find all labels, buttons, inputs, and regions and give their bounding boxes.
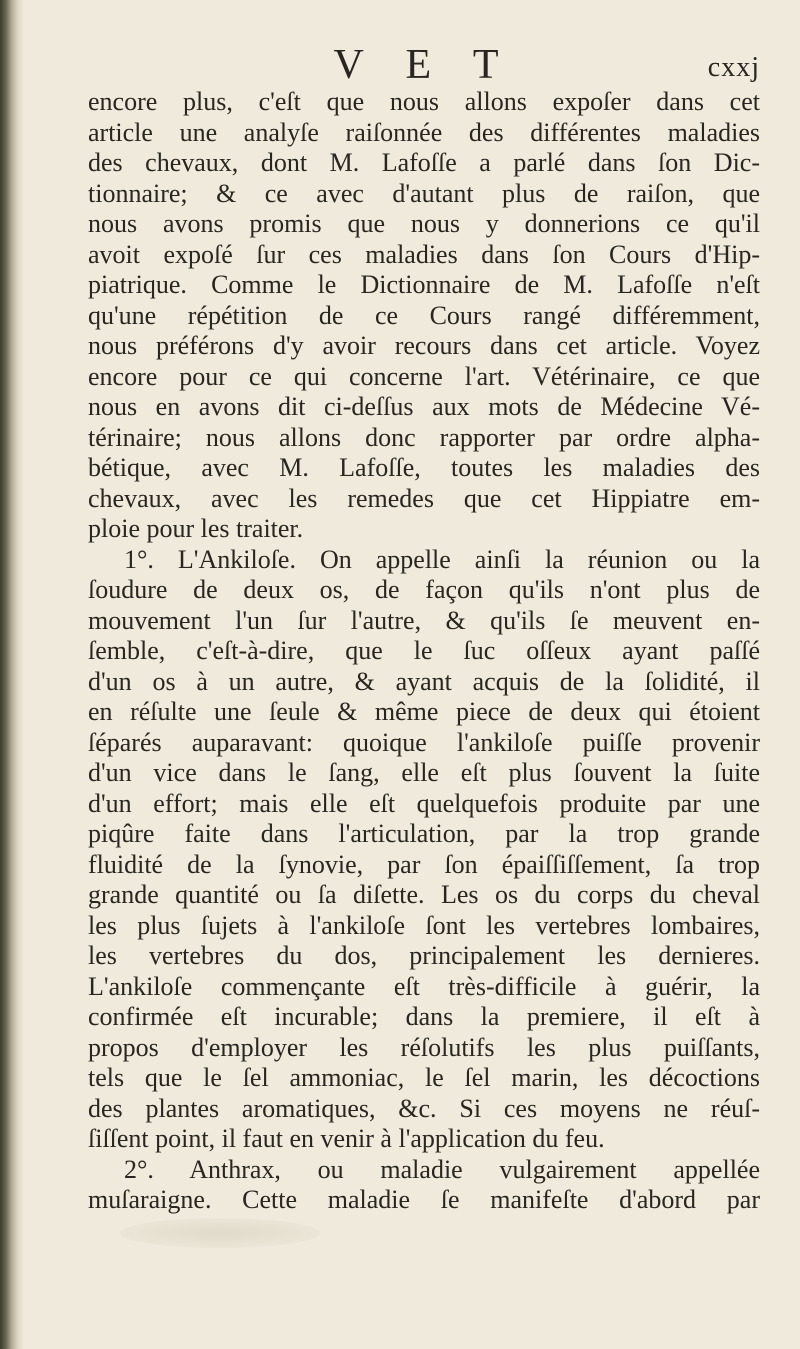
- running-head: V E T: [333, 42, 515, 88]
- text-line: 1°. L'Ankiloſe. On appelle ainſi la réunion ou la: [124, 544, 760, 574]
- text-line: des chevaux, dont M. Lafoſſe a parlé dans ſon Dic-: [88, 148, 760, 177]
- text-line: encore plus, c'eſt que nous allons expoſer dans cet: [88, 87, 760, 116]
- text-line: grande quantité ou ſa diſette. Les os du corps du cheval: [88, 880, 760, 909]
- text-line: propos d'employer les réſolutifs les plus puiſſants,: [88, 1032, 760, 1062]
- text-line: article une analyſe raiſonnée des différentes maladies: [88, 117, 760, 147]
- text-line: qu'une répétition de ce Cours rangé différemment,: [88, 300, 760, 330]
- text-line: des plantes aromatiques, &c. Si ces moyens ne réuſ-: [88, 1093, 760, 1123]
- page-number: cxxj: [707, 52, 760, 83]
- page-header: [88, 40, 760, 90]
- text-line: chevaux, avec les remedes que cet Hippiatre em-: [88, 483, 760, 513]
- text-line: d'un vice dans le ſang, elle eſt plus ſouvent la ſuite: [88, 758, 760, 787]
- text-line: ſéparés auparavant: quoique l'ankiloſe puiſſe provenir: [88, 727, 760, 757]
- text-line: piqûre faite dans l'articulation, par la trop grande: [88, 819, 760, 848]
- text-line: nous préférons d'y avoir recours dans cet article. Voyez: [88, 331, 760, 360]
- text-line: en réſulte une ſeule & même piece de deux qui étoient: [88, 697, 760, 726]
- text-line: ſemble, c'eſt-à-dire, que le ſuc oſſeux ayant paſſé: [88, 636, 760, 665]
- text-line: nous avons promis que nous y donnerions ce qu'il: [88, 209, 760, 238]
- page-binding-shadow: [0, 0, 24, 1349]
- text-line: encore pour ce qui concerne l'art. Vétérinaire, ce que: [88, 361, 760, 391]
- text-line: mouvement l'un ſur l'autre, & qu'ils ſe meuvent en-: [88, 605, 760, 635]
- text-line: tionnaire; & ce avec d'autant plus de raiſon, que: [88, 178, 760, 208]
- text-line: d'un os à un autre, & ayant acquis de la ſolidité, il: [88, 666, 760, 696]
- text-line: bétique, avec M. Lafoſſe, toutes les maladies des: [88, 453, 760, 482]
- text-line: d'un effort; mais elle eſt quelquefois produite par une: [88, 788, 760, 818]
- text-line: confirmée eſt incurable; dans la premiere, il eſt à: [88, 1002, 760, 1031]
- ink-stain: [120, 1218, 320, 1248]
- text-line: L'ankiloſe commençante eſt très-difficile à guérir, la: [88, 971, 760, 1001]
- text-line: fluidité de la ſynovie, par ſon épaiſſiſſement, ſa trop: [88, 849, 760, 879]
- text-line: 2°. Anthrax, ou maladie vulgairement appellée: [124, 1154, 760, 1184]
- text-line: tels que le ſel ammoniac, le ſel marin, les décoctions: [88, 1063, 760, 1092]
- text-line: les vertebres du dos, principalement les dernieres.: [88, 941, 760, 970]
- text-line: muſaraigne. Cette maladie ſe manifeſte d'abord par: [88, 1185, 760, 1214]
- text-line: nous en avons dit ci-deſſus aux mots de Médecine Vé-: [88, 392, 760, 421]
- text-line: ſoudure de deux os, de façon qu'ils n'ont plus de: [88, 575, 760, 604]
- text-line: térinaire; nous allons donc rapporter par ordre alpha-: [88, 422, 760, 452]
- text-line: les plus ſujets à l'ankiloſe ſont les vertebres lombaires,: [88, 910, 760, 940]
- text-line: ploie pour les traiter.: [88, 514, 304, 543]
- text-block: [88, 87, 760, 1216]
- text-line: piatrique. Comme le Dictionnaire de M. Lafoſſe n'eſt: [88, 270, 760, 299]
- text-line: avoit expoſé ſur ces maladies dans ſon Cours d'Hip-: [88, 239, 760, 269]
- text-line: ſiſſent point, il faut en venir à l'application du feu.: [88, 1124, 605, 1153]
